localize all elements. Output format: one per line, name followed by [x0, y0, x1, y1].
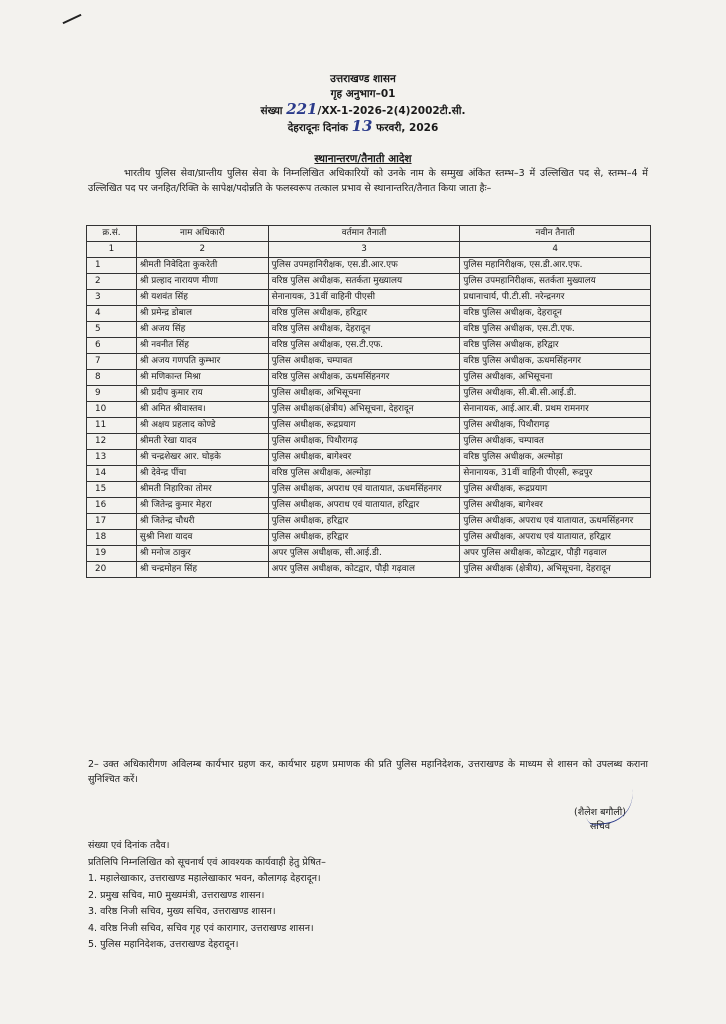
- header-new-posting: नवीन तैनाती: [460, 226, 651, 242]
- cell-officer-name: श्री अजय गणपति कुम्भार: [136, 354, 268, 370]
- cell-current-posting: अपर पुलिस अधीक्षक, कोटद्वार, पौड़ी गढ़वाल: [268, 562, 460, 578]
- distribution-list: [88, 838, 648, 954]
- header-government: उत्तराखण्ड शासन: [330, 73, 396, 85]
- cell-officer-name: श्रीमती रेखा यादव: [136, 434, 268, 450]
- cell-new-posting: पुलिस अधीक्षक, सी.बी.सी.आई.डी.: [460, 386, 651, 402]
- cell-new-posting: पुलिस अधीक्षक, बागेश्वर: [460, 498, 651, 514]
- cell-new-posting: पुलिस अधीक्षक, अपराध एवं यातायात, ऊधमसिंहनगर: [460, 514, 651, 530]
- table-row: [87, 562, 651, 578]
- signatory-name: (शैलेश बगौली): [574, 807, 626, 818]
- list-item: 1. महालेखाकार, उत्तराखण्ड महालेखाकार भवन, कौलागढ़ देहरादून।: [88, 873, 321, 884]
- cell-serial: 9: [87, 386, 137, 402]
- cell-serial: 20: [87, 562, 137, 578]
- number-suffix: /XX-1-2026-2(4)2002टी.सी.: [317, 105, 466, 117]
- table-row: [87, 322, 651, 338]
- table-row: [87, 546, 651, 562]
- cell-officer-name: श्री नवनीत सिंह: [136, 338, 268, 354]
- cell-current-posting: पुलिस अधीक्षक, पिथौरागढ़: [268, 434, 460, 450]
- instruction-paragraph: 2– उक्त अधिकारीगण अविलम्ब कार्यभार ग्रहण कर, कार्यभार ग्रहण प्रमाणक की प्रति पुलिस महानिदेशक, उत्तराखण्ड के माध्यम से शासन को उपलब्ध कराना सुनिश्चित करें।: [88, 759, 648, 785]
- list-item: 5. पुलिस महानिदेशक, उत्तराखण्ड देहरादून।: [88, 939, 239, 950]
- table-header-row: [87, 226, 651, 242]
- cell-serial: 18: [87, 530, 137, 546]
- intro-text: भारतीय पुलिस सेवा/प्रान्तीय पुलिस सेवा के निम्नलिखित अधिकारियों को उनके नाम के सम्मुख अंकित स्तम्भ–3 में उल्लिखित पद से, स्तम्भ–4 में उल्लिखित पद पर जनहित/रिक्ति के सापेक्ष/पदोन्नति के फलस्वरूप तत्काल प्रभाव से स्थानान्तरित/तैनात किया जाता हैः–: [88, 168, 648, 194]
- list-item: 4. वरिष्ठ निजी सचिव, सचिव गृह एवं कारागार, उत्तराखण्ड शासन।: [88, 922, 314, 934]
- header-serial: क्र.सं.: [87, 226, 137, 242]
- table-row: [87, 306, 651, 322]
- cell-serial: 12: [87, 434, 137, 450]
- cell-serial: 5: [87, 322, 137, 338]
- cell-officer-name: श्री अमित श्रीवास्तव।: [136, 402, 268, 418]
- cell-new-posting: सेनानायक, 31वीं वाहिनी पीएसी, रूद्रपुर: [460, 466, 651, 482]
- cell-officer-name: सुश्री निशा यादव: [136, 530, 268, 546]
- cell-serial: 1: [87, 258, 137, 274]
- header-section: गृह अनुभाग–01: [330, 88, 396, 100]
- date-handwritten: 13: [351, 117, 373, 135]
- cell-officer-name: श्री देवेन्द्र पींचा: [136, 466, 268, 482]
- cell-current-posting: पुलिस उपमहानिरीक्षक, एस.डी.आर.एफ: [268, 258, 460, 274]
- header-date: [0, 119, 726, 136]
- table-row: [87, 386, 651, 402]
- table-column-number-row: [87, 242, 651, 258]
- table-row: [87, 402, 651, 418]
- cell-current-posting: वरिष्ठ पुलिस अधीक्षक, सतर्कता मुख्यालय: [268, 274, 460, 290]
- cell-serial: 6: [87, 338, 137, 354]
- cell-new-posting: वरिष्ठ पुलिस अधीक्षक, एस.टी.एफ.: [460, 322, 651, 338]
- cell-new-posting: सेनानायक, आई.आर.बी. प्रथम रामनगर: [460, 402, 651, 418]
- cell-new-posting: वरिष्ठ पुलिस अधीक्षक, देहरादून: [460, 306, 651, 322]
- cell-serial: 10: [87, 402, 137, 418]
- signatory-designation: सचिव: [589, 821, 611, 832]
- cell-new-posting: वरिष्ठ पुलिस अधीक्षक, हरिद्वार: [460, 338, 651, 354]
- document-header: [0, 72, 726, 136]
- cell-officer-name: श्री प्रदीप कुमार राय: [136, 386, 268, 402]
- col-number: 3: [268, 242, 460, 258]
- number-handwritten: 221: [286, 100, 318, 118]
- cell-new-posting: पुलिस अधीक्षक, पिथौरागढ़: [460, 418, 651, 434]
- cell-current-posting: वरिष्ठ पुलिस अधीक्षक, हरिद्वार: [268, 306, 460, 322]
- table-row: [87, 482, 651, 498]
- number-prefix: संख्या: [260, 105, 283, 117]
- cell-new-posting: पुलिस अधीक्षक, अपराध एवं यातायात, हरिद्वार: [460, 530, 651, 546]
- cell-new-posting: पुलिस अधीक्षक (क्षेत्रीय), अभिसूचना, देहरादून: [460, 562, 651, 578]
- cell-current-posting: पुलिस अधीक्षक, अपराध एवं यातायात, ऊधमसिंहनगर: [268, 482, 460, 498]
- date-prefix: देहरादूनः दिनांक: [287, 122, 348, 134]
- copy-intro: प्रतिलिपि निम्नलिखित को सूचनार्थ एवं आवश्यक कार्यवाही हेतु प्रेषित–: [88, 856, 326, 868]
- cell-officer-name: श्री चन्द्रमोहन सिंह: [136, 562, 268, 578]
- cell-new-posting: वरिष्ठ पुलिस अधीक्षक, अल्मोड़ा: [460, 450, 651, 466]
- cell-serial: 3: [87, 290, 137, 306]
- signature-block: [545, 806, 655, 834]
- list-item: 3. वरिष्ठ निजी सचिव, मुख्य सचिव, उत्तराखण्ड शासन।: [88, 906, 276, 917]
- table-row: [87, 338, 651, 354]
- cell-current-posting: वरिष्ठ पुलिस अधीक्षक, अल्मोड़ा: [268, 466, 460, 482]
- col-number: 1: [87, 242, 137, 258]
- cell-officer-name: श्री प्रमेन्द्र डोबाल: [136, 306, 268, 322]
- cell-officer-name: श्री अक्षय प्रहलाद कोण्डे: [136, 418, 268, 434]
- cell-officer-name: श्री जितेन्द्र चौधरी: [136, 514, 268, 530]
- col-number: 4: [460, 242, 651, 258]
- cell-serial: 8: [87, 370, 137, 386]
- cell-officer-name: श्री जितेन्द्र कुमार मेहरा: [136, 498, 268, 514]
- table-row: [87, 514, 651, 530]
- cell-officer-name: श्री अजय सिंह: [136, 322, 268, 338]
- cell-current-posting: पुलिस अधीक्षक, रूद्रप्रयाग: [268, 418, 460, 434]
- cell-new-posting: प्रधानाचार्य, पी.टी.सी. नरेन्द्रनगर: [460, 290, 651, 306]
- cell-current-posting: वरिष्ठ पुलिस अधीक्षक, ऊधमसिंहनगर: [268, 370, 460, 386]
- cell-serial: 15: [87, 482, 137, 498]
- cell-current-posting: वरिष्ठ पुलिस अधीक्षक, देहरादून: [268, 322, 460, 338]
- cell-officer-name: श्री यशवंत सिंह: [136, 290, 268, 306]
- cell-current-posting: पुलिस अधीक्षक, हरिद्वार: [268, 514, 460, 530]
- cell-officer-name: श्री प्रल्हाद नारायण मीणा: [136, 274, 268, 290]
- cell-current-posting: सेनानायक, 31वीं वाहिनी पीएसी: [268, 290, 460, 306]
- cell-new-posting: वरिष्ठ पुलिस अधीक्षक, ऊधमसिंहनगर: [460, 354, 651, 370]
- cell-serial: 13: [87, 450, 137, 466]
- list-item: 2. प्रमुख सचिव, मा0 मुख्यमंत्री, उत्तराखण्ड शासन।: [88, 889, 265, 901]
- cell-serial: 2: [87, 274, 137, 290]
- cell-current-posting: पुलिस अधीक्षक, बागेश्वर: [268, 450, 460, 466]
- table-row: [87, 258, 651, 274]
- table-row: [87, 274, 651, 290]
- cell-new-posting: पुलिस अधीक्षक, अभिसूचना: [460, 370, 651, 386]
- cell-new-posting: अपर पुलिस अधीक्षक, कोटद्वार, पौड़ी गढ़वाल: [460, 546, 651, 562]
- cell-current-posting: पुलिस अधीक्षक, हरिद्वार: [268, 530, 460, 546]
- cell-new-posting: पुलिस अधीक्षक, चम्पावत: [460, 434, 651, 450]
- col-number: 2: [136, 242, 268, 258]
- table-row: [87, 498, 651, 514]
- table-row: [87, 418, 651, 434]
- cell-officer-name: श्रीमती निवेदिता कुकरेती: [136, 258, 268, 274]
- cell-serial: 17: [87, 514, 137, 530]
- header-name: नाम अधिकारी: [136, 226, 268, 242]
- table-row: [87, 466, 651, 482]
- table-row: [87, 290, 651, 306]
- intro-paragraph: [88, 167, 648, 196]
- cell-serial: 19: [87, 546, 137, 562]
- table-row: [87, 434, 651, 450]
- table-row: [87, 450, 651, 466]
- table-row: [87, 354, 651, 370]
- cell-officer-name: श्रीमती निहारिका तोमर: [136, 482, 268, 498]
- cell-serial: 7: [87, 354, 137, 370]
- cell-officer-name: श्री मणिकान्त मिश्रा: [136, 370, 268, 386]
- pen-mark: [63, 14, 82, 24]
- order-title: स्थानान्तरण/तैनाती आदेश: [314, 153, 412, 165]
- cell-new-posting: पुलिस महानिरीक्षक, एस.डी.आर.एफ.: [460, 258, 651, 274]
- cell-current-posting: पुलिस अधीक्षक, चम्पावत: [268, 354, 460, 370]
- cell-serial: 16: [87, 498, 137, 514]
- table-row: [87, 370, 651, 386]
- cell-new-posting: पुलिस अधीक्षक, रूद्रप्रयाग: [460, 482, 651, 498]
- cell-new-posting: पुलिस उपमहानिरीक्षक, सतर्कता मुख्यालय: [460, 274, 651, 290]
- cell-current-posting: वरिष्ठ पुलिस अधीक्षक, एस.टी.एफ.: [268, 338, 460, 354]
- cell-officer-name: श्री चन्द्रशेखर आर. घोड़के: [136, 450, 268, 466]
- cell-serial: 14: [87, 466, 137, 482]
- cell-current-posting: पुलिस अधीक्षक, अपराध एवं यातायात, हरिद्वार: [268, 498, 460, 514]
- cell-current-posting: पुलिस अधीक्षक(क्षेत्रीय) अभिसूचना, देहरादून: [268, 402, 460, 418]
- cell-officer-name: श्री मनोज ठाकुर: [136, 546, 268, 562]
- transfer-table: [86, 225, 651, 578]
- reference-line: संख्या एवं दिनांक तदैव।: [88, 840, 170, 851]
- cell-current-posting: अपर पुलिस अधीक्षक, सी.आई.डी.: [268, 546, 460, 562]
- cell-serial: 11: [87, 418, 137, 434]
- cell-serial: 4: [87, 306, 137, 322]
- date-suffix: फरवरी, 2026: [376, 122, 439, 134]
- cell-current-posting: पुलिस अधीक्षक, अभिसूचना: [268, 386, 460, 402]
- header-current-posting: वर्तमान तैनाती: [268, 226, 460, 242]
- table-row: [87, 530, 651, 546]
